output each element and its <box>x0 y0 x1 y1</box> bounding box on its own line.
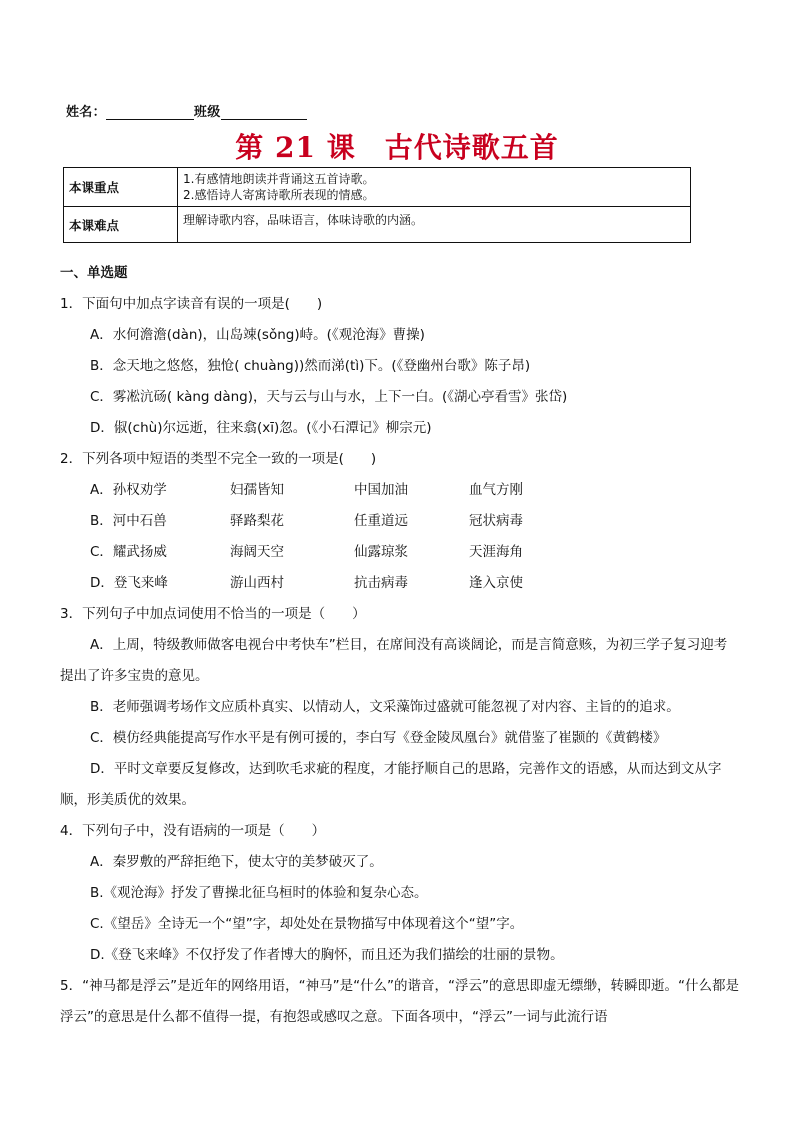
phrase: 冠状病毒 <box>469 513 523 529</box>
question-body <box>60 258 740 1033</box>
phrase: A．孙权劝学 <box>90 482 167 498</box>
question-2 <box>60 444 740 599</box>
key-point-item: 2.感悟诗人寄寓诗歌所表现的情感。 <box>183 188 375 202</box>
phrase: 中国加油 <box>354 482 408 498</box>
option-b[interactable]: B.《观沧海》抒发了曹操北征乌桓时的体验和复杂心态。 <box>90 885 428 901</box>
name-blank[interactable] <box>106 105 194 120</box>
question-stem: 3．下列句子中加点词使用不恰当的一项是（ ） <box>60 606 366 622</box>
phrase: 仙露琼浆 <box>354 544 408 560</box>
option-a[interactable] <box>60 475 740 506</box>
question-stem: 2．下列各项中短语的类型不完全一致的一项是( ) <box>60 451 377 467</box>
question-stem: 4．下列句子中，没有语病的一项是（ ） <box>60 823 326 839</box>
class-label: 班级 <box>193 105 221 120</box>
key-points-cell <box>178 168 691 207</box>
section-title: 一、单选题 <box>60 265 128 281</box>
phrase: B．河中石兽 <box>90 513 167 529</box>
option-a[interactable]: A．水何澹澹(dàn)，山岛竦(sǒng)峙。(《观沧海》曹操) <box>90 327 425 343</box>
option-d[interactable]: D．平时文章要反复修改，达到吹毛求疵的程度，才能抒顺自己的思路，完善作文的语感，从而达到文从字顺，形美质优的效果。 <box>60 761 722 808</box>
option-b[interactable]: B．念天地之悠悠，独怆( chuàng))然而涕(tì)下。(《登幽州台歌》陈子昂) <box>90 358 531 374</box>
phrase: 游山西村 <box>230 575 284 591</box>
phrase: 血气方刚 <box>469 482 523 498</box>
question-4 <box>60 816 740 971</box>
option-b[interactable]: B．老师强调考场作文应质朴真实、以情动人，文采藻饰过盛就可能忽视了对内容、主旨的的追求。 <box>90 699 680 715</box>
question-1 <box>60 289 740 444</box>
option-c[interactable]: C．模仿经典能提高写作水平是有例可援的，李白写《登金陵凤凰台》就借鉴了崔颢的《黄鹤楼》 <box>90 730 667 746</box>
phrase: C．耀武扬威 <box>90 544 167 560</box>
name-label: 姓名： <box>66 105 106 120</box>
name-class-line <box>66 101 307 120</box>
option-d[interactable]: D．俶(chù)尔远逝，往来翕(xī)忽。(《小石潭记》柳宗元) <box>90 420 432 436</box>
option-a[interactable]: A．秦罗敷的严辞拒绝下，使太守的美梦破灭了。 <box>90 854 383 870</box>
question-5: 5．“神马都是浮云”是近年的网络用语，“神马”是“什么”的谐音，“浮云”的意思即虚无缥缈，转瞬即逝。“什么都是浮云”的意思是什么都不值得一提，有抱怨或感叹之意。下面各项中，“浮云”一词与此流行语 <box>60 978 740 1025</box>
phrase: 妇孺皆知 <box>230 482 284 498</box>
phrase: 天涯海角 <box>469 544 523 560</box>
option-c[interactable] <box>60 537 740 568</box>
phrase: 海阔天空 <box>230 544 284 560</box>
class-blank[interactable] <box>221 105 307 120</box>
option-d[interactable] <box>60 568 740 599</box>
difficult-points-label: 本课难点 <box>64 207 178 243</box>
key-points-label: 本课重点 <box>64 168 178 207</box>
phrase: 逢入京使 <box>469 575 523 591</box>
option-c[interactable]: C．雾凇沆砀( kàng dàng)，天与云与山与水，上下一白。(《湖心亭看雪》张岱) <box>90 389 568 405</box>
option-b[interactable] <box>60 506 740 537</box>
lesson-title: 第 21 课 古代诗歌五首 <box>235 131 559 164</box>
key-point-item: 1.有感情地朗读并背诵这五首诗歌。 <box>183 172 375 186</box>
option-a[interactable]: A．上周，特级教师做客电视台中考快车”栏目，在席间没有高谈阔论，而是言简意赅，为初三学子复习迎考提出了许多宝贵的意见。 <box>60 637 728 684</box>
phrase: D．登飞来峰 <box>90 575 168 591</box>
phrase: 任重道远 <box>354 513 408 529</box>
lesson-focus-table <box>63 167 691 243</box>
option-c[interactable]: C.《望岳》全诗无一个“望”字，却处处在景物描写中体现着这个“望”字。 <box>90 916 524 932</box>
phrase: 抗击病毒 <box>354 575 408 591</box>
phrase: 驿路梨花 <box>230 513 284 529</box>
question-stem: 1．下面句中加点字读音有误的一项是( ) <box>60 296 323 312</box>
question-3 <box>60 599 740 816</box>
option-d[interactable]: D.《登飞来峰》不仅抒发了作者博大的胸怀，而且还为我们描绘的壮丽的景物。 <box>90 947 564 963</box>
difficult-points-text: 理解诗歌内容，品味语言，体味诗歌的内涵。 <box>178 207 691 243</box>
